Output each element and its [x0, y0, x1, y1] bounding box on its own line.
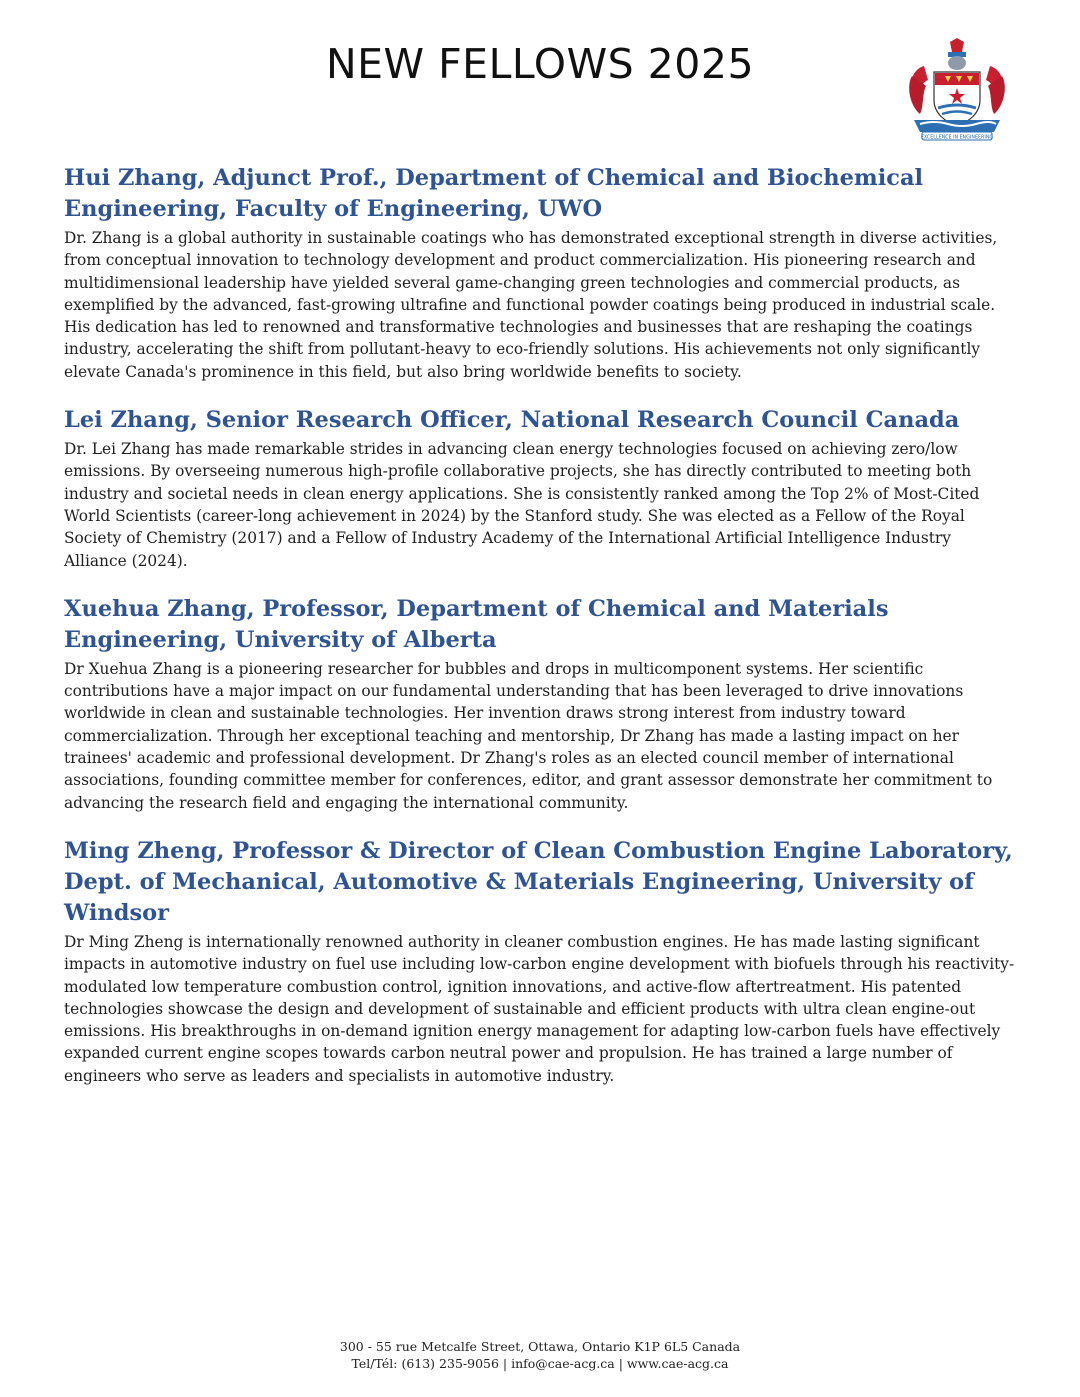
fellow-heading: Hui Zhang, Adjunct Prof., Department of Chemical and Biochemical Engineering, Faculty of Engineering, UWO: [64, 165, 924, 222]
fellow-heading: Xuehua Zhang, Professor, Department of Chemical and Materials Engineering, University of Alberta: [64, 595, 889, 653]
page-footer: [0, 1338, 1080, 1372]
cae-coat-of-arms-icon: [904, 36, 1010, 144]
crest-motto: EXCELLENCE IN ENGINEERING: [920, 135, 994, 141]
fellow-bio: Dr Ming Zheng is internationally renowned authority in cleaner combustion engines. He has made lasting significant impacts in automotive industry on fuel use including low-carbon engine development with biofuels through his reactivity-modulated low temperature combustion control, ignition innovations, and active-flow aftertreatment. His patented technologies showcase the design and development of sustainable and efficient products with ultra clean engine-out emissions. His breakthroughs in on-demand ignition energy management for adapting low-carbon fuels have effectively expanded current engine scopes towards carbon neutral power and propulsion. He has trained a large number of engineers who serve as leaders and specialists in automotive industry.: [64, 932, 1015, 1085]
page-title: NEW FELLOWS 2025: [325, 40, 755, 88]
fellow-bio: Dr. Lei Zhang has made remarkable strides in advancing clean energy technologies focused on achieving zero/low emissions. By overseeing numerous high-profile collaborative projects, she has directly contributed to meeting both industry and societal needs in clean energy applications. She is consistently ranked among the Top 2% of Most-Cited World Scientists (career-long achievement in 2024) by the Stanford study. She was elected as a Fellow of the Royal Society of Chemistry (2017) and a Fellow of Industry Academy of the International Artificial Intelligence Industry Alliance (2024).: [64, 440, 980, 570]
fellow-heading: Lei Zhang, Senior Research Officer, National Research Council Canada: [64, 407, 960, 434]
fellow-entry: [64, 594, 1016, 814]
fellows-list: [64, 163, 1016, 1109]
fellow-bio: Dr. Zhang is a global authority in sustainable coatings who has demonstrated exceptional strength in diverse activities, from conceptual innovation to technology development and product commercialization. His pioneering research and multidimensional leadership have yielded several game-changing green technologies and commercial products, as exemplified by the advanced, fast-growing ultrafine and functional powder coatings being produced in industrial scale. His dedication has led to renowned and transformative technologies and businesses that are reshaping the coatings industry, accelerating the shift from pollutant-heavy to eco-friendly solutions. His achievements not only significantly elevate Canada's prominence in this field, but also bring worldwide benefits to society.: [64, 229, 998, 381]
fellow-entry: [64, 163, 1016, 383]
fellow-entry: [64, 836, 1016, 1087]
footer-address: 300 - 55 rue Metcalfe Street, Ottawa, Ontario K1P 6L5 Canada: [339, 1339, 741, 1354]
footer-contact: Tel/Tél: (613) 235-9056 | info@cae-acg.ca | www.cae-acg.ca: [351, 1356, 729, 1371]
fellow-bio: Dr Xuehua Zhang is a pioneering researcher for bubbles and drops in multicomponent systems. Her scientific contributions have a major impact on our fundamental understanding that has been leveraged to drive innovations worldwide in clean and sustainable technologies. Her invention draws strong interest from industry toward commercialization. Through her exceptional teaching and mentorship, Dr Zhang has made a lasting impact on her trainees' academic and professional development. Dr Zhang's roles as an elected council member of international associations, founding committee member for conferences, editor, and grant assessor demonstrate her commitment to advancing the research field and engaging the international community.: [64, 659, 993, 812]
fellow-heading: Ming Zheng, Professor & Director of Clean Combustion Engine Laboratory, Dept. of Mechanical, Automotive & Materials Engineering, University of Windsor: [64, 837, 1013, 926]
fellow-entry: [64, 405, 1016, 572]
